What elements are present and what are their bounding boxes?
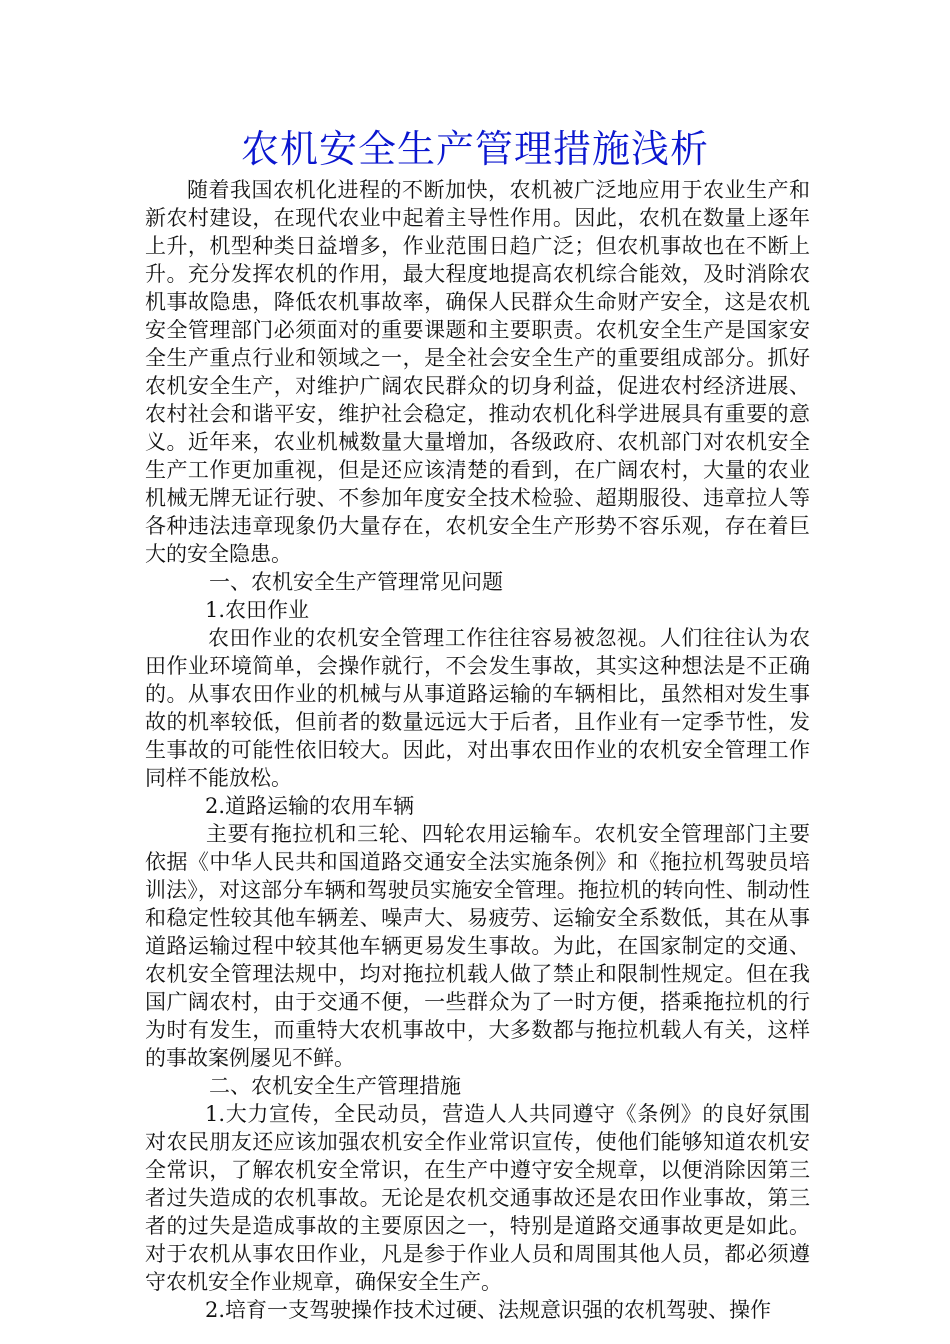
paragraph-measure-training: 2.培育一支驾驶操作技术过硬、法规意识强的农机驾驶、操作 <box>205 1298 772 1322</box>
section-heading-problems: 一、农机安全生产管理常见问题 <box>209 570 503 594</box>
subheading-road-transport: 2.道路运输的农用车辆 <box>205 794 415 818</box>
document-body <box>145 176 810 1324</box>
paragraph-field-work: 农田作业的农机安全管理工作往往容易被忽视。人们往往认为农田作业环境简单，会操作就行，不会发生事故，其实这种想法是不正确的。从事农田作业的机械与从事道路运输的车辆相比，虽然相对发生事故的机率较低，但前者的数量远远大于后者，且作业有一定季节性，发生事故的可能性依旧较大。因此，对出事农田作业的农机安全管理工作同样不能放松。 <box>145 626 810 790</box>
document-title: 农机安全生产管理措施浅析 <box>240 127 709 171</box>
section-heading-measures: 二、农机安全生产管理措施 <box>209 1074 461 1098</box>
intro-paragraph: 随着我国农机化进程的不断加快，农机被广泛地应用于农业生产和新农村建设，在现代农业中起着主导性作用。因此，农机在数量上逐年上升，机型种类日益增多，作业范围日趋广泛；但农机事故也在不断上升。充分发挥农机的作用，最大程度地提高农机综合能效，及时消除农机事故隐患，降低农机事故率，确保人民群众生命财产安全，这是农机安全管理部门必须面对的重要课题和主要职责。农机安全生产是国家安全生产重点行业和领域之一，是全社会安全生产的重要组成部分。抓好农机安全生产，对维护广阔农民群众的切身利益，促进农村经济进展、农村社会和谐平安，维护社会稳定，推动农机化科学进展具有重要的意义。近年来，农业机械数量大量增加，各级政府、农机部门对农机安全生产工作更加重视，但是还应该清楚的看到，在广阔农村，大量的农业机械无牌无证行驶、不参加年度安全技术检验、超期服役、违章拉人等各种违法违章现象仍大量存在，农机安全生产形势不容乐观，存在着巨大的安全隐患。 <box>145 178 810 566</box>
subheading-field-work: 1.农田作业 <box>205 598 310 622</box>
paragraph-measure-publicity: 1.大力宣传，全民动员，营造人人共同遵守《条例》的良好氛围对农民朋友还应该加强农机安全作业常识宣传，使他们能够知道农机安全常识，了解农机安全常识，在生产中遵守安全规章，以便消除因第三者过失造成的农机事故。无论是农机交通事故还是农田作业事故，第三者的过失是造成事故的主要原因之一，特别是道路交通事故更是如此。对于农机从事农田作业，凡是参于作业人员和周围其他人员，都必须遵守农机安全作业规章，确保安全生产。 <box>145 1102 810 1294</box>
paragraph-road-transport: 主要有拖拉机和三轮、四轮农用运输车。农机安全管理部门主要依据《中华人民共和国道路交通安全法实施条例》和《拖拉机驾驶员培训法》，对这部分车辆和驾驶员实施安全管理。拖拉机的转向性、制动性和稳定性较其他车辆差、噪声大、易疲劳、运输安全系数低，其在从事道路运输过程中较其他车辆更易发生事故。为此，在国家制定的交通、农机安全管理法规中，均对拖拉机载人做了禁止和限制性规定。但在我国广阔农村，由于交通不便，一些群众为了一时方便，搭乘拖拉机的行为时有发生，而重特大农机事故中，大多数都与拖拉机载人有关，这样的事故案例屡见不鲜。 <box>145 822 810 1070</box>
